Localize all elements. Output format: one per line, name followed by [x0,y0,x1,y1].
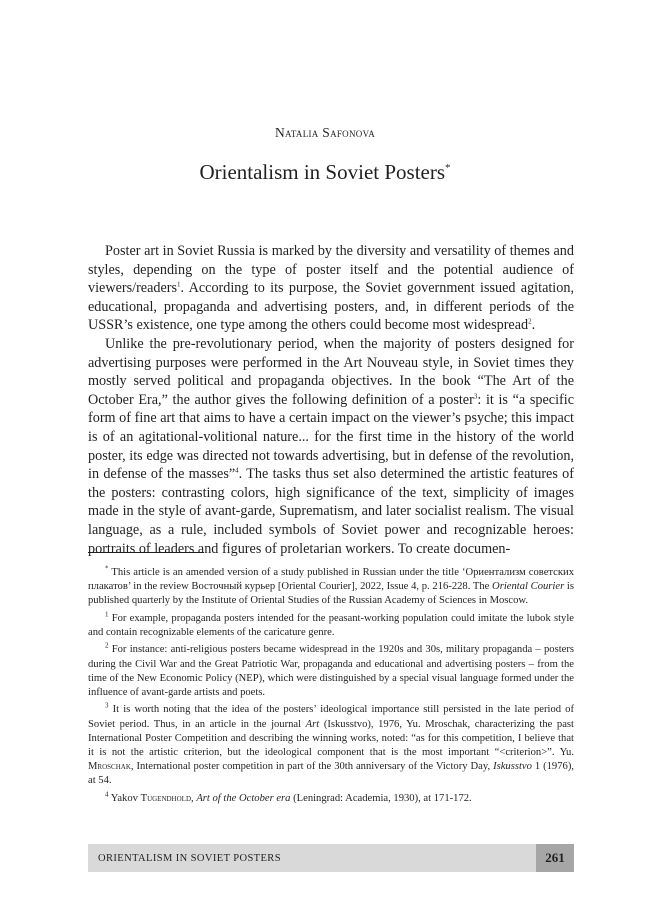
footnote-2 [88,643,574,700]
footnote-italic: Iskusstvo [493,761,532,773]
footnote-italic: Art of the October era [196,792,291,804]
paragraph-text: . According to its purpose, the Soviet government issued agitation, educational, propaganda and advertising posters, and, in different periods of the USSR’s existence, one type among the others could become most widespread [88,280,574,334]
footnote-ref-2: 2 [528,317,532,326]
footnote-text: For instance: anti-religious posters became widespread in the 1920s and 30s, military propaganda – posters during the Civil War and the Great Patriotic War, propaganda and educational and advertising posters – from the time of the New Economic Policy (NEP), which were distinguished by a special visual language formed under the influence of avant-garde artists and poets. [88,644,574,698]
footnote-mark: 4 [105,790,109,799]
footnote-text: This article is an amended version of a study published in Russian under the title ‘Ориентализм советских плакатов’ in the review Восточный курьер [Oriental Courier], 2022, Issue 4, p. 216-228. The [88,567,574,593]
paragraph-text: Unlike the pre-revolutionary period, when the majority of posters designed for advertising purposes were performed in the Art Nouveau style, in Soviet times they mostly served political and propaganda objectives. In the book “The Art of the October Era,” the author gives the following definition of a poster [88,335,574,408]
footnote-text: For example, propaganda posters intended for the peasant-working population could imitate the lubok style and contain recognizable elements of the caricature genre. [88,612,574,638]
footnote-smallcaps: Tugendhold [140,792,192,804]
footnote-text: (Iskusstvo), 1976, Yu. Mroschak, characterizing the past International Poster Competition and describing the winning works, noted: “as for this competition, I believe that it is not the artistic criterion, but the ideological component that is the most important “<criterion>”. Yu. [88,718,574,758]
footnote-ref-1: 1 [177,280,181,289]
body-text [88,242,574,558]
footnote-text: is published quarterly by the Institute of Oriental Studies of the Russian Academy of Sciences in Moscow. [88,581,574,607]
paragraph-text: : it is “a specific form of fine art that aims to have a certain impact on the viewer’s psyche; this impact is of an agitational-volitional nature... for the first time in the history of the world poster, its edge was directed not towards advertising, but in defense of the revolution, in defense of the masses” [88,391,574,483]
paragraph-2 [88,335,574,558]
footnote-italic: Art [305,718,320,730]
paragraph-1 [88,242,574,335]
footnote-divider [88,552,204,553]
paragraph-text: Poster art in Soviet Russia is marked by the diversity and versatility of themes and styles, depending on the type of poster itself and the potential audience of viewers/readers [88,243,574,297]
footnote-text: It is worth noting that the idea of the posters’ ideological importance still persisted in the late period of Soviet period. Thus, in an article in the journal [88,704,574,730]
paragraph-text: . [531,317,536,334]
title-text: Orientalism in Soviet Posters [199,160,446,184]
footnote-smallcaps: Mroschak [88,761,131,773]
footnote-text: , [191,792,197,804]
author-name: Natalia Safonova [274,125,376,140]
footnote-ref-4: 4 [235,466,239,475]
footnote-1 [88,612,574,640]
footnote-text: 1 (1976), at 54. [88,761,574,787]
title-footnote-mark: * [445,162,451,174]
page-footer [88,844,574,872]
footnote-mark: 1 [105,610,109,619]
footnote-italic: Oriental Courier [492,581,565,593]
footnote-text: , International poster competition in part of the 30th anniversary of the Victory Day, [130,761,494,773]
footnote-text: (Leningrad: Academia, 1930), at 171-172. [290,792,472,804]
footnote-mark: 2 [105,641,109,650]
footnote-text: Yakov [108,792,141,804]
footnote-mark: 3 [105,701,109,710]
footnote-ref-3: 3 [473,392,478,401]
footnote-3 [88,703,574,788]
page-number: 261 [536,844,574,872]
footnote-4 [88,792,574,806]
footnote-mark: * [105,564,109,573]
footnotes [88,566,574,809]
article-title [0,160,650,185]
footnote-star [88,566,574,609]
running-title: ORIENTALISM IN SOVIET POSTERS [88,844,536,872]
paragraph-text: . The tasks thus set also determined the artistic features of the posters: contrasting colors, high significance of the text, simplicity of images made in the style of avant-garde, Suprematism, and later socialist realism. The visual language, as a rule, included symbols of Soviet power and recognizable heroes: portraits of leaders and figures of proletarian workers. To create documen- [88,466,574,557]
